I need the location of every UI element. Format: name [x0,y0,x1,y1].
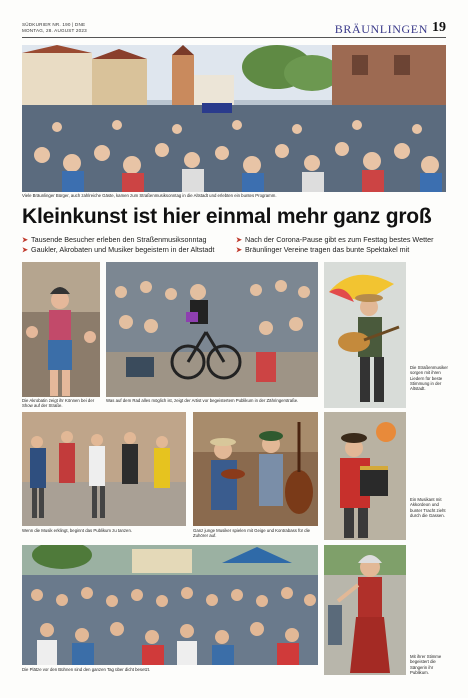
caption-acrobat: Die Akrobatin zeigt ihr Können bei der Show auf der Straße. [22,398,95,409]
arrow-icon: ➤ [22,235,29,244]
header-rule [22,37,446,38]
bullet-item: ➤ Nach der Corona-Pause gibt es zum Festtag bestes Wetter [236,235,434,244]
photo-young-musicians [193,412,318,526]
arrow-icon: ➤ [236,235,243,244]
bullet-item: ➤ Gaukler, Akrobaten und Musiker begeistern in der Altstadt [22,245,215,254]
bullet-item: ➤ Bräunlinger Vereine tragen das bunte Spektakel mit [236,245,410,254]
caption-young-musicians: Ganz junge Musiker spielen mit Geige und Kontrabass für die Zuhörer auf. [193,528,311,539]
photo-street-musician [324,262,406,408]
arrow-icon: ➤ [236,245,243,254]
headline: Kleinkunst ist hier einmal mehr ganz groß [22,205,432,228]
caption-bike-artist: Was auf dem Rad alles möglich ist, zeigt der Artist vor begeistertem Publikum in der Zähringerstraße. [106,398,299,403]
photo-singer [324,545,406,675]
page-number: 19 [432,20,446,35]
photo-dancing [22,412,186,526]
caption-singer: Mit ihrer Stimme begeistert die Sängerin ihr Publikum. [410,654,442,675]
hero-caption: Viele Bräunlinger Bürger, auch zahlreiche Gäste, kamen zum Straßenmusiksonntag in die Altstadt und erlebten ein buntes Programm. [22,193,277,198]
bullets-left [22,235,214,255]
arrow-icon: ➤ [22,245,29,254]
edition-line-2: MONTAG, 28. AUGUST 2023 [22,28,87,33]
edition-info [22,22,87,34]
hero-photo-crowd [22,45,446,192]
caption-street-musician: Die Straßenmusiker sorgen mit ihren Liedern für beste Stimmung in der Altstadt. [410,365,448,392]
photo-audience [22,545,318,665]
edition-line-1: SÜDKURIER NR. 190 | DNE [22,22,86,27]
photo-bike-artist [106,262,318,397]
caption-dancing: Wenn die Musik erklingt, beginnt das Publikum zu tanzen. [22,528,133,533]
section-title: BRÄUNLINGEN [334,22,428,36]
bullets-right [236,235,433,255]
photo-accordion-player [324,412,406,540]
caption-accordion-player: Ein Musikant mit Akkordeon und bunter Tracht zieht durch die Gassen. [410,497,446,518]
photo-acrobat [22,262,100,397]
bullet-item: ➤ Tausende Besucher erleben den Straßenmusiksonntag [22,235,207,244]
caption-audience: Die Plätze vor den Bühnen sind den ganzen Tag über dicht besetzt. [22,667,151,672]
